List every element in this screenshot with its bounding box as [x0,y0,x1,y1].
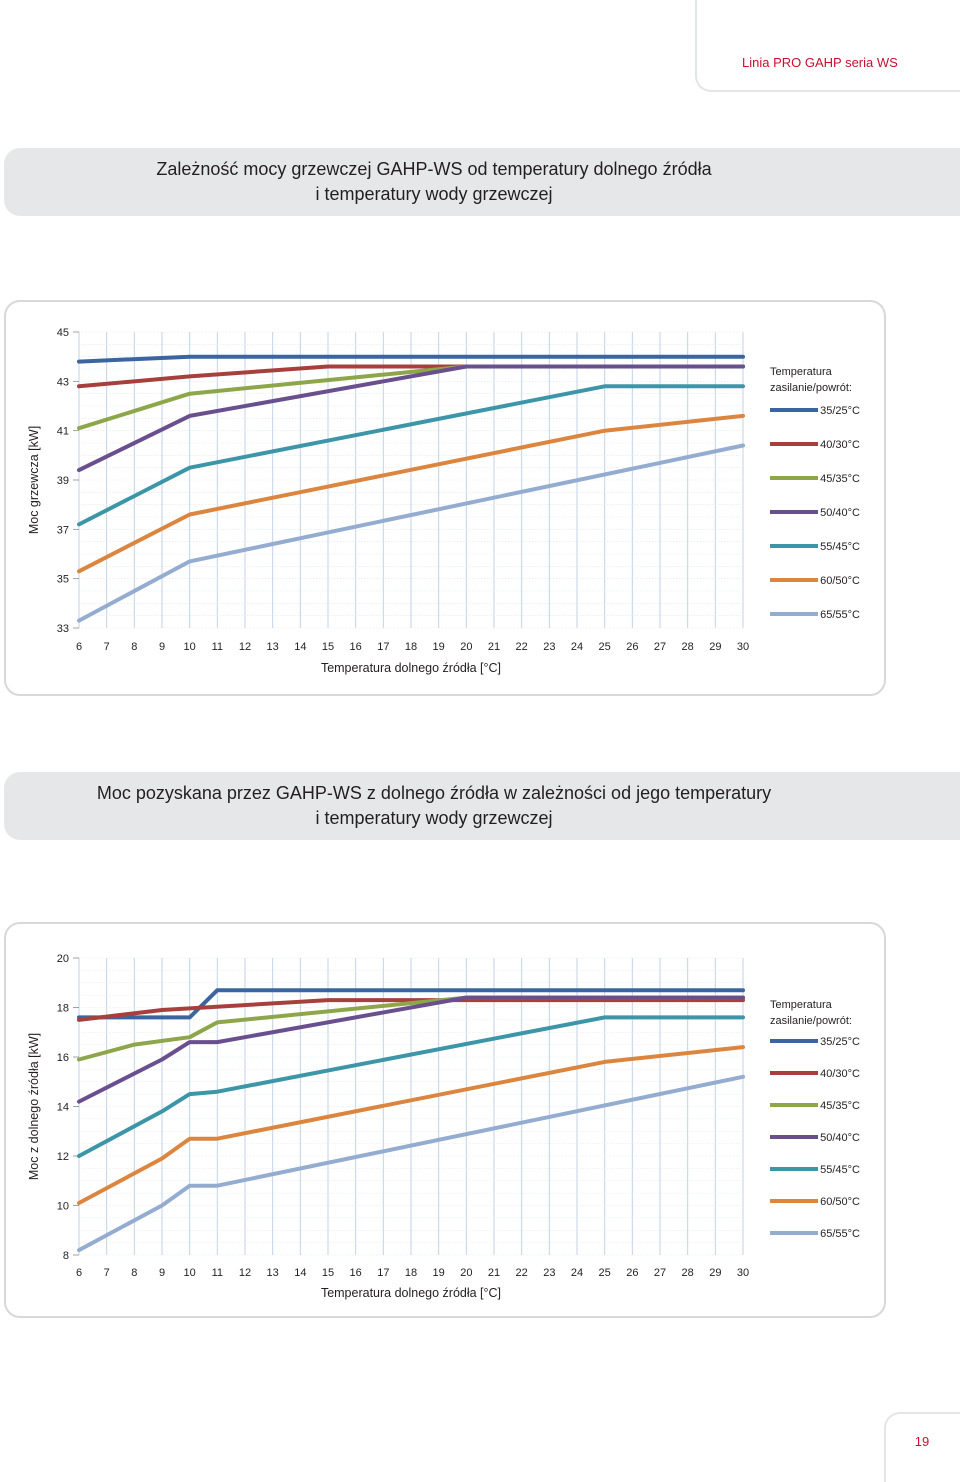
x-tick-label: 18 [404,1267,418,1279]
legend-label: 65/55°C [820,1228,860,1240]
legend-label: 35/25°C [820,405,860,417]
x-tick-label: 7 [103,641,110,653]
legend-label: 45/35°C [820,1100,860,1112]
x-tick-label: 7 [103,1267,110,1279]
y-tick-label: 12 [56,1151,69,1163]
x-tick-label: 6 [75,1267,83,1279]
series-label: Linia PRO GAHP seria WS [742,55,898,70]
x-tick-label: 20 [460,641,473,653]
x-tick-label: 11 [211,1267,224,1279]
y-tick-label: 8 [62,1250,69,1262]
legend-title: zasilanie/powrót: [770,1015,852,1027]
chart2-plot [0,922,960,1322]
x-axis-title: Temperatura dolnego źródła [°C] [320,1286,502,1300]
x-tick-label: 14 [294,641,307,653]
y-tick-label: 16 [56,1052,69,1064]
legend-label: 40/30°C [820,439,860,451]
legend-label: 50/40°C [820,507,860,519]
x-tick-label: 13 [266,641,279,653]
x-tick-label: 29 [709,1267,722,1279]
header-tab [695,0,960,92]
x-tick-label: 24 [570,641,584,653]
y-axis-title: Moc grzewcza [kW] [27,425,41,535]
legend-label: 50/40°C [820,1132,860,1144]
legend-label: 35/25°C [820,1036,860,1048]
y-tick-label: 33 [56,623,69,635]
legend-label: 55/45°C [820,541,860,553]
x-tick-label: 25 [598,1267,611,1279]
x-tick-label: 8 [131,641,138,653]
x-tick-label: 17 [377,641,390,653]
x-tick-label: 8 [131,1267,138,1279]
x-tick-label: 17 [377,1267,390,1279]
x-tick-label: 15 [321,1267,335,1279]
x-tick-label: 14 [294,1267,307,1279]
y-tick-label: 20 [56,953,69,965]
x-tick-label: 20 [460,1267,473,1279]
chart1-title-line2: i temperatury wody grzewczej [315,184,553,204]
legend-title: Temperatura [770,999,832,1011]
x-tick-label: 10 [183,641,196,653]
legend-label: 55/45°C [820,1164,860,1176]
x-tick-label: 19 [432,641,445,653]
y-tick-label: 18 [56,1002,69,1015]
x-tick-label: 21 [487,1267,501,1279]
chart2-title-line2: i temperatury wody grzewczej [315,808,553,828]
x-tick-label: 30 [736,641,750,653]
y-tick-label: 14 [56,1101,69,1114]
x-tick-label: 16 [349,1267,362,1279]
legend-title: zasilanie/powrót: [770,382,852,394]
legend-label: 60/50°C [820,575,860,587]
x-tick-label: 9 [158,1267,166,1279]
legend-title: Temperatura [770,366,832,378]
chart1-title-band [4,148,960,216]
y-tick-label: 39 [56,475,69,487]
legend-label: 45/35°C [820,473,860,485]
page-number: 19 [914,1434,930,1449]
x-tick-label: 15 [321,641,335,653]
y-tick-label: 10 [56,1200,69,1213]
y-tick-label: 37 [56,524,69,537]
x-tick-label: 27 [653,1267,667,1279]
x-tick-label: 11 [211,641,224,653]
x-tick-label: 19 [432,1267,445,1279]
legend-label: 40/30°C [820,1068,860,1080]
x-tick-label: 26 [626,1267,639,1279]
y-tick-label: 45 [56,327,69,339]
x-tick-label: 10 [183,1267,196,1279]
y-axis-title: Moc z dolnego źródła [kW] [27,1032,41,1181]
x-tick-label: 13 [266,1267,279,1279]
chart1-title-line1: Zależność mocy grzewczej GAHP-WS od temperatury dolnego źródła [156,159,712,179]
x-tick-label: 30 [736,1267,750,1279]
x-tick-label: 9 [158,641,166,653]
x-tick-label: 29 [709,641,722,653]
chart1-plot [0,300,960,700]
x-tick-label: 12 [238,1267,252,1279]
x-axis-title: Temperatura dolnego źródła [°C] [320,661,502,675]
chart2-title-band [4,772,960,840]
x-tick-label: 24 [570,1267,584,1279]
x-tick-label: 6 [75,641,83,653]
y-tick-label: 41 [56,425,69,438]
x-tick-label: 18 [404,641,418,653]
x-tick-label: 22 [515,641,528,653]
x-tick-label: 22 [515,1267,528,1279]
x-tick-label: 23 [543,1267,556,1279]
legend-label: 60/50°C [820,1196,860,1208]
x-tick-label: 23 [543,641,556,653]
x-tick-label: 26 [626,641,639,653]
x-tick-label: 16 [349,641,362,653]
x-tick-label: 28 [681,641,694,653]
y-tick-label: 43 [56,376,69,389]
x-tick-label: 25 [598,641,611,653]
chart2-title-line1: Moc pozyskana przez GAHP-WS z dolnego źródła w zależności od jego temperatury [96,783,772,803]
x-tick-label: 27 [653,641,667,653]
y-tick-label: 35 [56,573,69,586]
x-tick-label: 12 [238,641,252,653]
x-tick-label: 21 [487,641,501,653]
x-tick-label: 28 [681,1267,694,1279]
legend-label: 65/55°C [820,609,860,621]
